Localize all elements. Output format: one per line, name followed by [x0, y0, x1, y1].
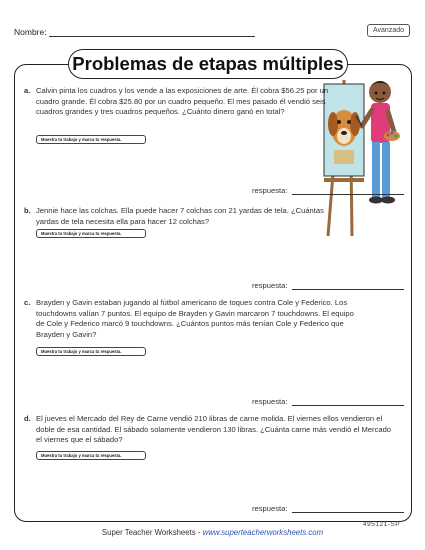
problem-letter: a.: [24, 86, 31, 95]
name-label: Nombre:: [14, 27, 47, 37]
answer-label: respuesta:: [252, 281, 288, 290]
footer-separator: -: [195, 528, 203, 537]
problem-text: Jennie hace las colchas. Ella puede hacer 7 colchas con 21 yardas de tela. ¿Cuántas yardas de tela necesita ella para hacer 12 colchas?: [36, 206, 324, 226]
page-title: Problemas de etapas múltiples: [68, 49, 348, 79]
problem-letter: b.: [24, 206, 31, 215]
answer-label: respuesta:: [252, 186, 288, 195]
problem-b: [24, 206, 334, 227]
answer-field[interactable]: [292, 289, 404, 290]
footer: [0, 528, 425, 537]
worksheet-code: 495121-SP: [363, 521, 401, 528]
problem-letter: c.: [24, 298, 31, 307]
problem-d: [24, 414, 394, 446]
boy-painter-illustration: [322, 66, 402, 238]
problem-text: El jueves el Mercado del Rey de Carne vendió 210 libras de carne molida. El viernes ellos vendieron el doble de esa cantidad. El sábado solamente vendieron 130 libras. ¿Cuánta carne más vendió el Mercado el viernes que el sábado?: [36, 414, 392, 444]
problem-text: Brayden y Gavin estaban jugando al fútbol americano de toques contra Cole y Federico. Los touchdowns valían 7 puntos. El equipo de Brayden y Gavin marcaron 7 touchdowns. El equipo de Cole y Federico marcó 9 touchdowns. ¿Cuántos puntos más tenían Cole y Federico que Brayden y Gavin?: [36, 298, 354, 339]
answer-field[interactable]: [292, 512, 404, 513]
footer-link[interactable]: www.superteacherworksheets.com: [202, 528, 324, 537]
problem-c: [24, 298, 364, 340]
answer-field[interactable]: [292, 194, 404, 195]
problem-a: [24, 86, 334, 118]
problem-text: Calvin pinta los cuadros y los vende a las exposiciones de arte. Él cobra $56.25 por un cuadro grande. Él cobra $25.80 por un cuadro pequeño. El mes pasado él vendió seis cuadros grandes y tres cuadros pequeños. ¿Cuánto dinero ganó en total?: [36, 86, 329, 116]
answer-label: respuesta:: [252, 504, 288, 513]
level-badge: Avanzado: [367, 24, 410, 37]
answer-label: respuesta:: [252, 397, 288, 406]
show-work-label: Muestra tu trabajo y marca tu respuesta.: [36, 135, 146, 144]
show-work-label: Muestra tu trabajo y marca tu respuesta.: [36, 229, 146, 238]
answer-field[interactable]: [292, 405, 404, 406]
footer-brand: Super Teacher Worksheets: [101, 528, 196, 537]
problem-letter: d.: [24, 414, 31, 423]
show-work-label: Muestra tu trabajo y marca tu respuesta.: [36, 347, 146, 356]
name-field[interactable]: [49, 36, 255, 37]
show-work-label: Muestra tu trabajo y marca tu respuesta.: [36, 451, 146, 460]
